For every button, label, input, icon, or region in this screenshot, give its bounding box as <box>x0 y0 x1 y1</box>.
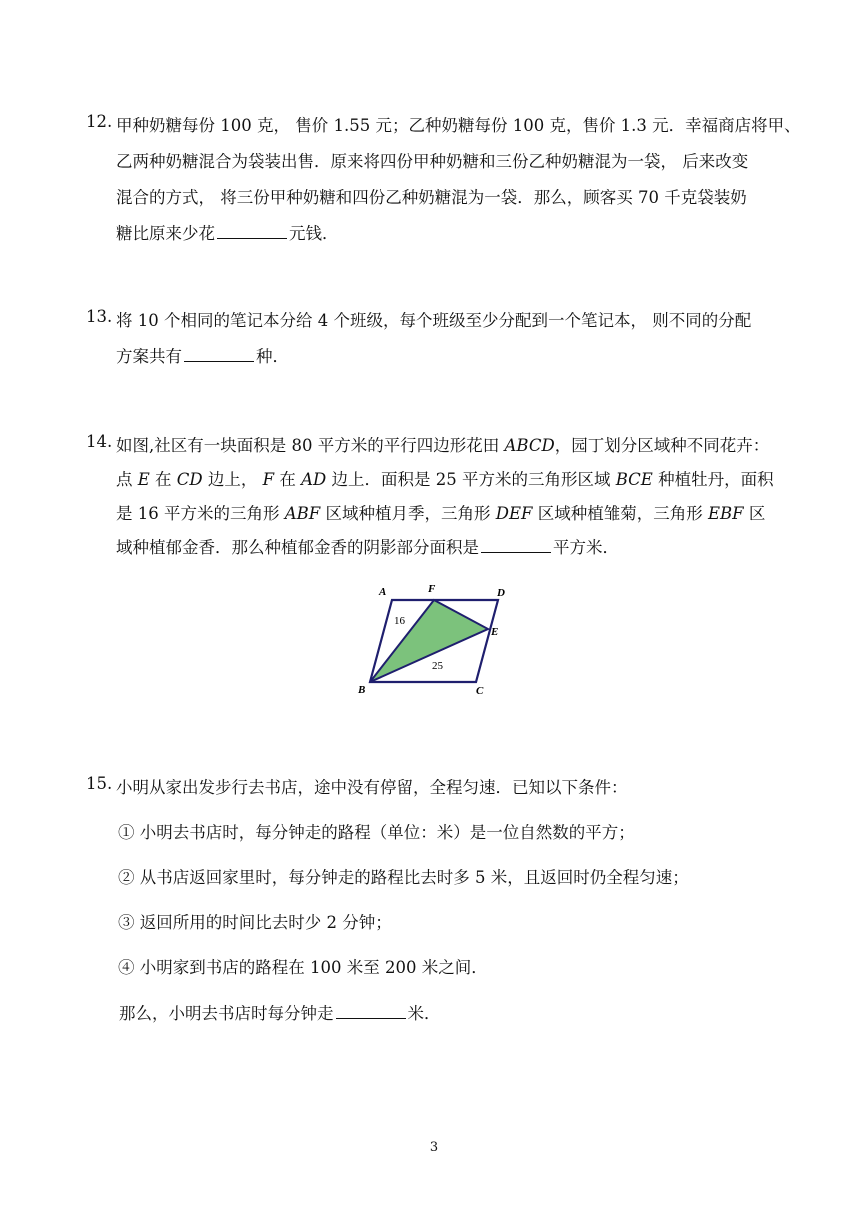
text-segment: 种植牡丹，面积 <box>652 470 774 489</box>
question-number: 13. <box>86 307 113 326</box>
math-symbol: ABCD <box>504 436 555 455</box>
text-segment: 区 <box>743 504 766 523</box>
math-symbol: F <box>262 470 275 489</box>
vertex-label-B: B <box>358 684 366 696</box>
answer-blank[interactable] <box>336 1004 406 1019</box>
vertex-label-D: D <box>497 587 505 599</box>
vertex-label-E: E <box>491 626 499 638</box>
text-segment: 在 <box>274 470 302 489</box>
text-segment: 区域种植雏菊，三角形 <box>532 504 708 523</box>
question-text-line <box>116 220 339 244</box>
question-text-line <box>119 1000 441 1024</box>
text-segment: 边上．面积是 25 平方米的三角形区域 <box>326 470 616 489</box>
condition-2: ② 从书店返回家里时，每分钟走的路程比去时多 5 米，且返回时仍全程匀速； <box>118 868 689 887</box>
area-label-BCE: 25 <box>432 660 443 672</box>
text-segment: 糖比原来少花 <box>116 224 215 243</box>
text-segment: 平方米． <box>553 538 619 557</box>
parallelogram-figure <box>350 578 530 700</box>
vertex-label-A: A <box>379 586 387 598</box>
text-segment: 那么，小明去书店时每分钟走 <box>119 1004 334 1023</box>
text-segment: 元钱． <box>289 224 339 243</box>
text-segment: 域种植郁金香．那么种植郁金香的阴影部分面积是 <box>116 538 479 557</box>
question-number: 15. <box>86 774 113 793</box>
text-segment: 方案共有 <box>116 347 182 366</box>
condition-3: ③ 返回所用的时间比去时少 2 分钟； <box>118 913 392 932</box>
question-text-line <box>116 500 765 524</box>
vertex-label-F: F <box>428 583 436 595</box>
question-text-line: 小明从家出发步行去书店，途中没有停留，全程匀速．已知以下条件： <box>116 778 628 797</box>
question-text-line <box>116 343 289 367</box>
text-segment: 是 16 平方米的三角形 <box>116 504 285 523</box>
question-text-line: 将 10 个相同的笔记本分给 4 个班级，每个班级至少分配到一个笔记本， 则不同的分配 <box>116 311 752 330</box>
question-text-line: 混合的方式， 将三份甲种奶糖和四份乙种奶糖混为一袋．那么，顾客买 70 千克袋装奶 <box>116 188 747 207</box>
condition-1: ① 小明去书店时，每分钟走的路程（单位：米）是一位自然数的平方； <box>118 823 635 842</box>
question-number: 12. <box>86 112 113 131</box>
math-symbol: EBF <box>707 504 744 523</box>
question-text-line <box>116 466 774 490</box>
question-number: 14. <box>86 432 113 451</box>
math-symbol: BCE <box>615 470 653 489</box>
area-label-ABF: 16 <box>394 615 405 627</box>
question-text-line: 乙两种奶糖混合为袋装出售．原来将四份甲种奶糖和三份乙种奶糖混为一袋， 后来改变 <box>116 152 749 171</box>
question-text-line <box>116 534 619 558</box>
math-symbol: CD <box>176 470 203 489</box>
math-symbol: E <box>137 470 150 489</box>
math-symbol: ABF <box>284 504 321 523</box>
text-segment: 区域种植月季，三角形 <box>320 504 496 523</box>
text-segment: 米． <box>407 1004 441 1023</box>
text-segment: 边上， <box>202 470 263 489</box>
math-symbol: DEF <box>495 504 533 523</box>
text-segment: ，园丁划分区域种不同花卉： <box>554 436 770 455</box>
math-symbol: AD <box>301 470 327 489</box>
question-text-line: 甲种奶糖每份 100 克， 售价 1.55 元；乙种奶糖每份 100 克，售价 1.3 元．幸福商店将甲、 <box>116 116 801 135</box>
page-number: 3 <box>429 1140 439 1155</box>
condition-4: ④ 小明家到书店的路程在 100 米至 200 米之间． <box>118 958 488 977</box>
question-text-line <box>116 432 769 456</box>
text-segment: 点 <box>116 470 138 489</box>
text-segment: 种． <box>256 347 289 366</box>
text-segment: 如图,社区有一块面积是 80 平方米的平行四边形花田 <box>116 436 505 455</box>
answer-blank[interactable] <box>481 538 551 553</box>
answer-blank[interactable] <box>184 347 254 362</box>
answer-blank[interactable] <box>217 224 287 239</box>
text-segment: 在 <box>149 470 177 489</box>
vertex-label-C: C <box>476 685 484 697</box>
